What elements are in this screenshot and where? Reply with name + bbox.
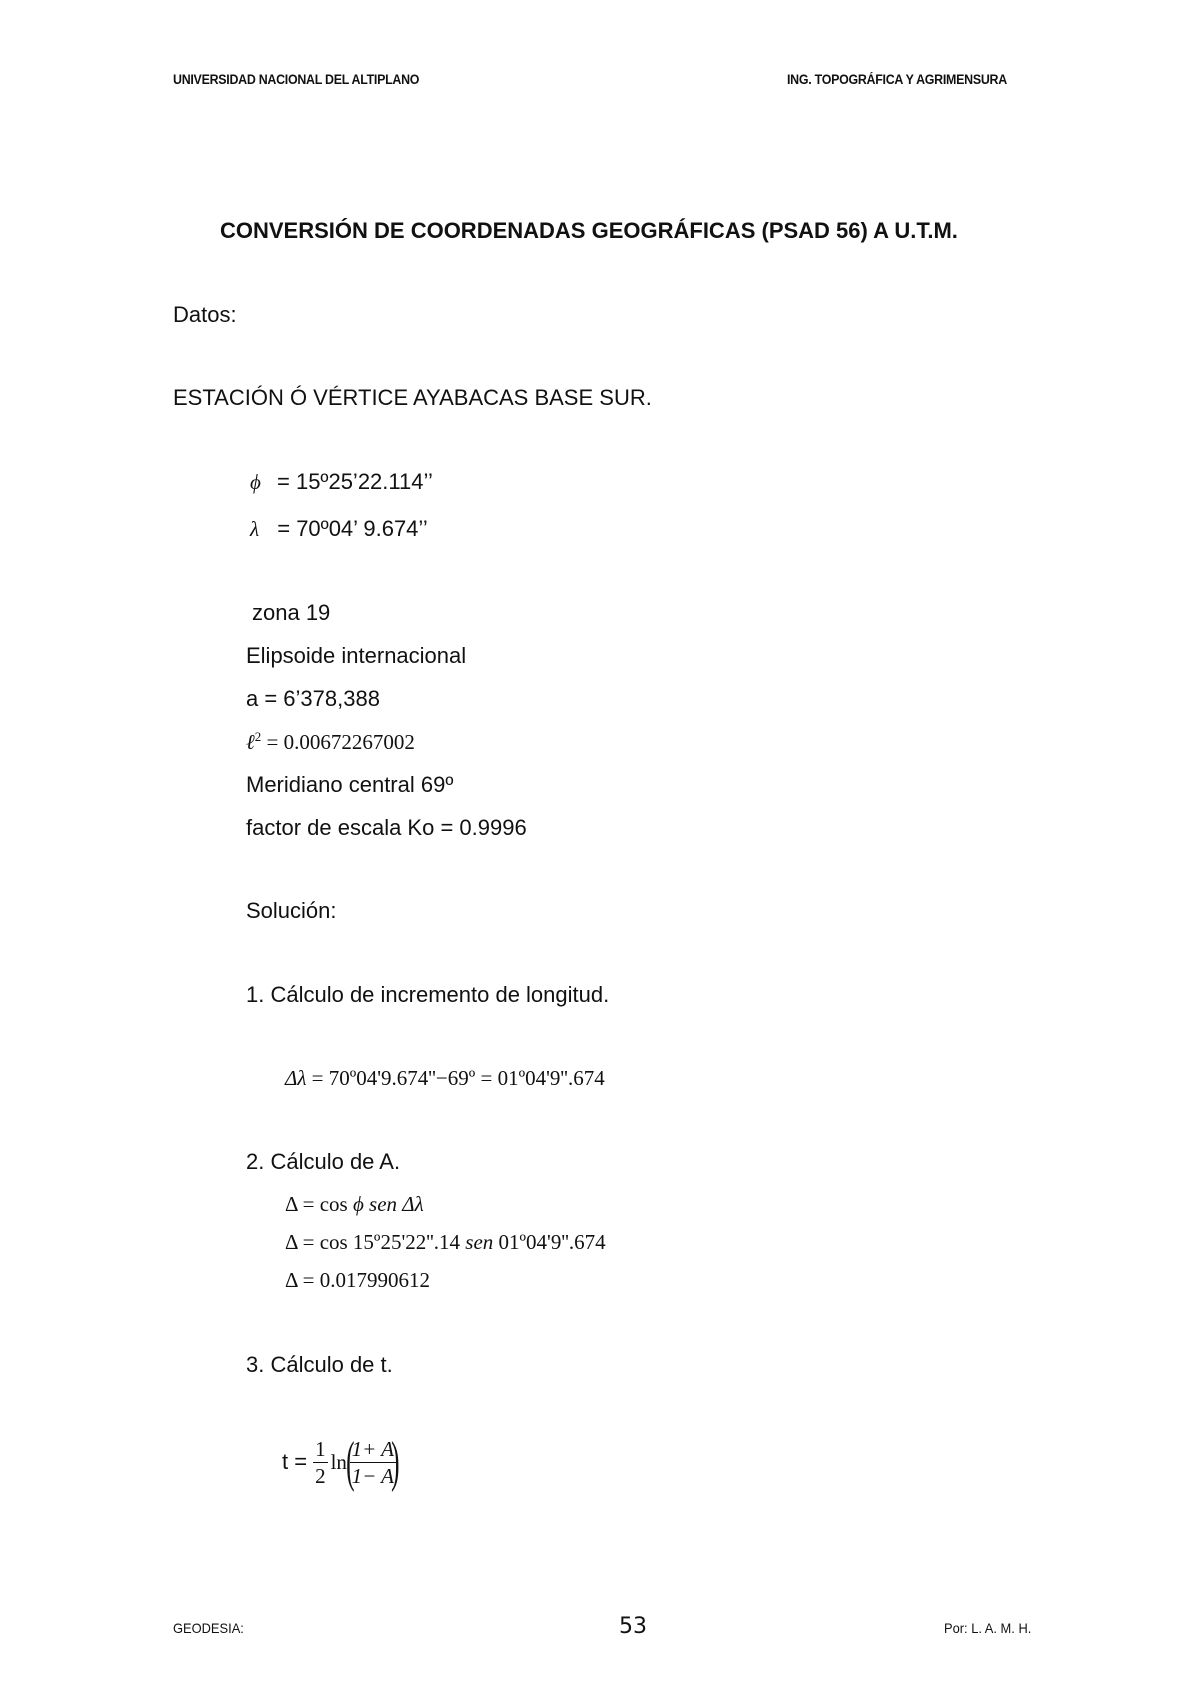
footer-left: GEODESIA: xyxy=(173,1620,244,1636)
factor-escala: factor de escala Ko = 0.9996 xyxy=(246,815,527,840)
page-number: 53 xyxy=(619,1614,647,1639)
solucion-label: Solución: xyxy=(246,898,337,923)
close-paren: ) xyxy=(391,1431,400,1493)
step-1-equation xyxy=(285,1066,605,1091)
meridiano-central: Meridiano central 69º xyxy=(246,772,454,797)
step-2-equation-1 xyxy=(285,1192,424,1217)
step-2-equation-3: Δ = 0.017990612 xyxy=(285,1268,430,1292)
ratio-numerator: 1+ A xyxy=(351,1436,394,1461)
step-3-equation xyxy=(282,1431,405,1493)
station-name: ESTACIÓN Ó VÉRTICE AYABACAS BASE SUR. xyxy=(173,385,652,410)
t-variable: t = xyxy=(282,1449,308,1474)
half-fraction xyxy=(313,1437,328,1488)
phi-value: = 15º25’22.114’’ xyxy=(277,469,433,494)
half-denominator: 2 xyxy=(315,1463,326,1488)
lambda-coordinate xyxy=(250,516,428,542)
ln-operator: ln xyxy=(330,1449,347,1474)
step-2-eq2-right: 01º04'9''.674 xyxy=(493,1230,606,1254)
document-title: CONVERSIÓN DE COORDENADAS GEOGRÁFICAS (PSAD 56) A U.T.M. xyxy=(220,218,958,243)
datos-label: Datos: xyxy=(173,302,237,327)
ratio-denominator: 1− A xyxy=(351,1463,394,1488)
phi-coordinate xyxy=(250,469,433,495)
step-2-equation-2 xyxy=(285,1230,606,1255)
step-3-heading: 3. Cálculo de t. xyxy=(246,1352,393,1377)
header-right: ING. TOPOGRÁFICA Y AGRIMENSURA xyxy=(787,72,1007,87)
ratio-fraction xyxy=(350,1437,396,1488)
eccentricity-symbol: ℓ xyxy=(246,730,255,754)
half-numerator: 1 xyxy=(315,1436,326,1461)
eccentricity xyxy=(246,729,415,755)
step-2-heading: 2. Cálculo de A. xyxy=(246,1149,401,1174)
header-left: UNIVERSIDAD NACIONAL DEL ALTIPLANO xyxy=(173,72,420,87)
elipsoide: Elipsoide internacional xyxy=(246,643,467,668)
zona: zona 19 xyxy=(252,600,331,625)
step-2-eq1-left: Δ = cos xyxy=(285,1192,353,1216)
eccentricity-value: = 0.00672267002 xyxy=(266,730,415,754)
delta-lambda-symbol: Δλ xyxy=(285,1066,307,1090)
step-1-heading: 1. Cálculo de incremento de longitud. xyxy=(246,982,610,1007)
phi-symbol: ϕ xyxy=(250,470,261,494)
step-2-eq2-left: Δ = cos 15º25'22''.14 xyxy=(285,1230,466,1254)
step-2-eq2-sen: sen xyxy=(465,1230,494,1254)
footer-right: Por: L. A. M. H. xyxy=(944,1620,1032,1636)
eccentricity-exponent: 2 xyxy=(254,729,262,744)
semi-major-axis: a = 6’378,388 xyxy=(246,686,380,711)
lambda-value: = 70º04’ 9.674’’ xyxy=(277,516,428,541)
step-2-eq1-right: ϕ sen Δλ xyxy=(352,1192,424,1216)
lambda-symbol: λ xyxy=(250,517,260,541)
delta-lambda-value: = 70º04'9.674''−69º = 01º04'9''.674 xyxy=(306,1066,605,1090)
open-paren: ( xyxy=(346,1431,355,1493)
